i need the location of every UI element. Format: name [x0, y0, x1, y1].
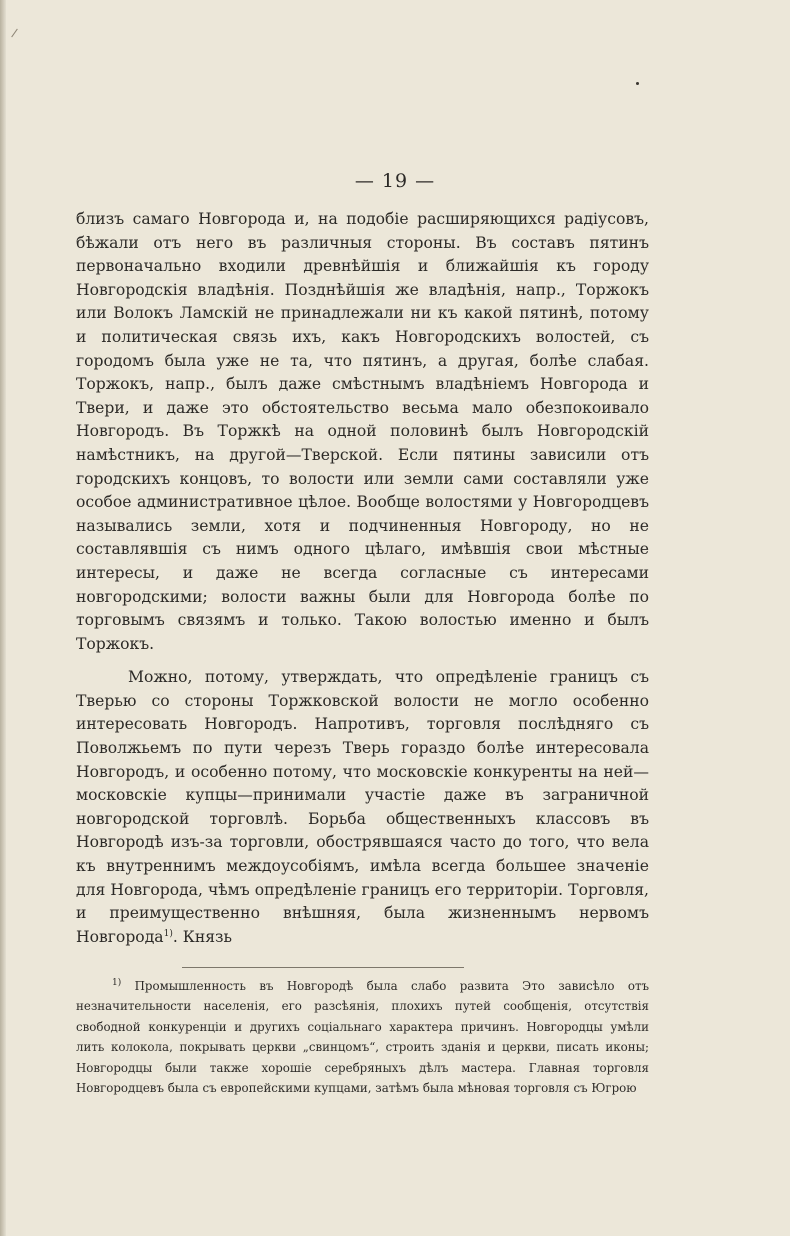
- paragraph-1: близъ самаго Новгорода и, на подобіе расширяющихся радіусовъ, бѣжали отъ него въ различныя стороны. Въ составъ пятинъ первоначально входили древнѣйшія и ближайшія къ городу Новгородскія владѣнія. Позднѣйшія же владѣнія, напр., Торжокъ или Волокъ Ламскій не принадлежали ни къ какой пятинѣ, потому и политическая связь ихъ, какъ Новгородскихъ волостей, съ городомъ была уже не та, что пятинъ, а другая, болѣе слабая. Торжокъ, напр., былъ даже смѣстнымъ владѣніемъ Новгорода и Твери, и даже это обстоятельство весьма мало обезпокоивало Новгородъ. Въ Торжкѣ на одной половинѣ былъ Новгородскій намѣстникъ, на другой—Тверской. Если пятины зависили отъ городскихъ концовъ, то волости или земли сами составляли уже особое административное цѣлое. Вообще волостями у Новгородцевъ назывались земли, хотя и подчиненныя Новгороду, но не составлявшія съ нимъ одного цѣлаго, имѣвшія свои мѣстные интересы, и даже не всегда согласные съ интересами новгородскими; волости важны были для Новгорода болѣе по торговымъ связямъ и только. Такою волостью именно и былъ Торжокъ.: [76, 210, 649, 653]
- footnote: [76, 976, 649, 1098]
- footnote-reference: 1): [163, 928, 173, 939]
- footnote-text: Промышленность въ Новгородѣ была слабо развита Это зависѣло отъ незначительности населенія, его разсѣянія, плохихъ путей сообщенія, отсутствія свободной конкуренціи и другихъ соціальнаго характера причинъ. Новгородцы умѣли лить колокола, покрывать церкви „свинцомъ“, строить зданія и церкви, писать иконы; Новгородцы были также хорошіе серебряныхъ дѣлъ мастера. Главная торговля Новгородцевъ была съ европейскими купцами, затѣмъ была мѣновая торговля съ Югрою: [76, 979, 650, 1096]
- main-text: [76, 208, 649, 949]
- margin-mark: [11, 29, 18, 38]
- ink-dot: [636, 82, 639, 85]
- paragraph-2-text: Можно, потому, утверждать, что опредѣленіе границъ съ Тверью со стороны Торжковской волости не могло особенно интересовать Новгородъ. Напротивъ, торговля послѣдняго съ Поволжьемъ по пути черезъ Тверь гораздо болѣе интересовала Новгородъ, и особенно потому, что московскіе конкуренты на ней—московскіе купцы—принимали участіе даже въ заграничной новгородской торговлѣ. Борьба общественныхъ классовъ въ Новгородѣ изъ-за торговли, обострявшаяся часто до того, что вела къ внутреннимъ междоусобіямъ, имѣла всегда большее значеніе для Новгорода, чѣмъ опредѣленіе границъ его территоріи. Торговля, и преимущественно внѣшняя, была жизненнымъ нервомъ Новгорода: [76, 668, 649, 946]
- page-number: — 19 —: [354, 170, 436, 192]
- paragraph-2: [76, 666, 649, 949]
- paragraph-2-tail: . Князь: [172, 927, 233, 946]
- footnote-marker: 1): [112, 978, 122, 989]
- footnote-divider: [182, 967, 464, 968]
